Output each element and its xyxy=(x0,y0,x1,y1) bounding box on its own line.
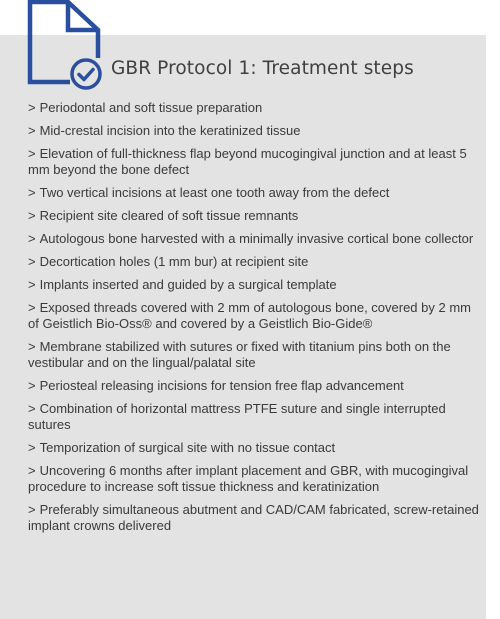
bullet-arrow-icon: > xyxy=(28,208,36,223)
list-item xyxy=(28,231,480,247)
bullet-arrow-icon: > xyxy=(28,378,36,393)
step-text: Mid-crestal incision into the keratinized tissue xyxy=(39,123,301,138)
bullet-arrow-icon: > xyxy=(28,277,36,292)
bullet-arrow-icon: > xyxy=(28,440,36,455)
list-item xyxy=(28,100,480,116)
bullet-arrow-icon: > xyxy=(28,231,36,246)
bullet-arrow-icon: > xyxy=(28,146,36,161)
list-item xyxy=(28,401,480,433)
step-text: Recipient site cleared of soft tissue remnants xyxy=(39,208,299,223)
bullet-arrow-icon: > xyxy=(28,463,36,478)
bullet-arrow-icon: > xyxy=(28,254,36,269)
list-item xyxy=(28,254,480,270)
step-text: Two vertical incisions at least one tooth away from the defect xyxy=(39,185,390,200)
step-text: Membrane stabilized with sutures or fixed with titanium pins both on the vestibular and on the lingual/palatal site xyxy=(28,339,451,370)
list-item xyxy=(28,463,480,495)
list-item xyxy=(28,502,480,534)
page-title: GBR Protocol 1: Treatment steps xyxy=(111,58,414,79)
step-text: Periosteal releasing incisions for tension free flap advancement xyxy=(39,378,404,393)
bullet-arrow-icon: > xyxy=(28,502,36,517)
list-item xyxy=(28,208,480,224)
bullet-arrow-icon: > xyxy=(28,123,36,138)
step-text: Exposed threads covered with 2 mm of autologous bone, covered by 2 mm of Geistlich Bio-Oss® and covered by a Geistlich Bio-Gide® xyxy=(28,300,471,331)
bullet-arrow-icon: > xyxy=(28,185,36,200)
list-item xyxy=(28,146,480,178)
list-item xyxy=(28,123,480,139)
list-item xyxy=(28,185,480,201)
step-text: Autologous bone harvested with a minimally invasive cortical bone collector xyxy=(39,231,474,246)
list-item xyxy=(28,378,480,394)
step-text: Decortication holes (1 mm bur) at recipient site xyxy=(39,254,309,269)
list-item xyxy=(28,339,480,371)
step-text: Temporization of surgical site with no tissue contact xyxy=(39,440,336,455)
step-text: Periodontal and soft tissue preparation xyxy=(39,100,263,115)
bullet-arrow-icon: > xyxy=(28,401,36,416)
step-text: Combination of horizontal mattress PTFE suture and single interrupted sutures xyxy=(28,401,446,432)
list-item xyxy=(28,277,480,293)
step-text: Implants inserted and guided by a surgical template xyxy=(39,277,337,292)
step-text: Preferably simultaneous abutment and CAD/CAM fabricated, screw-retained implant crowns delivered xyxy=(28,502,479,533)
list-item xyxy=(28,300,480,332)
bullet-arrow-icon: > xyxy=(28,100,36,115)
treatment-steps-list xyxy=(28,100,480,541)
step-text: Elevation of full-thickness flap beyond mucogingival junction and at least 5 mm beyond the bone defect xyxy=(28,146,467,177)
bullet-arrow-icon: > xyxy=(28,339,36,354)
document-check-icon xyxy=(24,0,104,90)
list-item xyxy=(28,440,480,456)
bullet-arrow-icon: > xyxy=(28,300,36,315)
step-text: Uncovering 6 months after implant placement and GBR, with mucogingival procedure to increase soft tissue thickness and keratinization xyxy=(28,463,469,494)
